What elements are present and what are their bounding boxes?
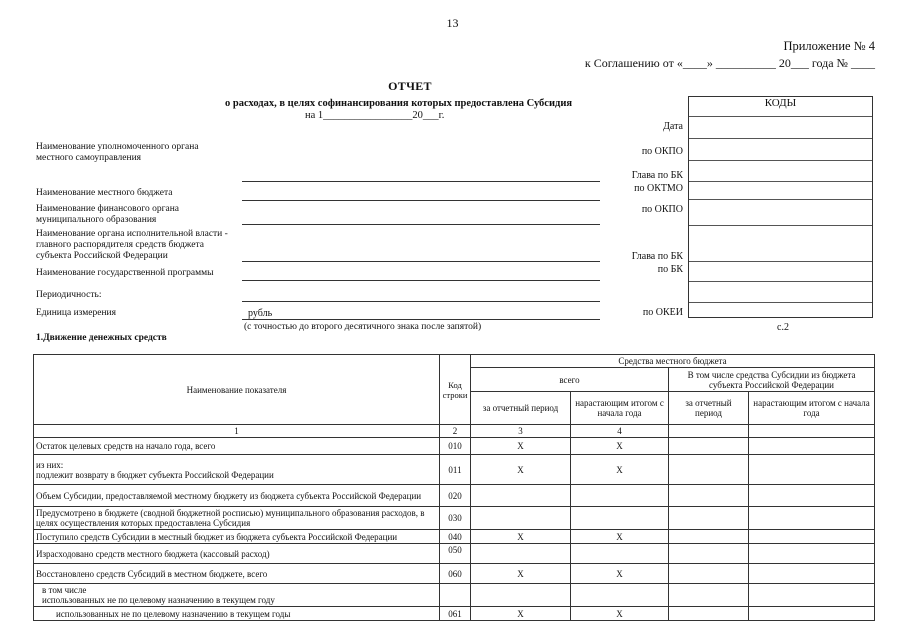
date-label: Дата — [663, 121, 683, 132]
column-header-name: Наименование показателя — [34, 355, 440, 425]
row-cell-empty — [749, 507, 875, 530]
row-cell-period: X — [471, 438, 571, 455]
glava-bk-label-2: Глава по БК — [631, 251, 683, 262]
table-row — [34, 438, 875, 455]
subheader-subsidy: В том числе средства Субсидии из бюджета субъекта Российской Федерации — [669, 368, 875, 392]
codes-header: КОДЫ — [764, 97, 797, 109]
row-cell-period: X — [471, 530, 571, 544]
row-cell-empty — [669, 530, 749, 544]
codes-row-divider — [689, 281, 872, 282]
group-header-local-budget: Средства местного бюджета — [471, 355, 875, 368]
row-name: Израсходовано средств местного бюджета (кассовый расход) — [34, 544, 440, 564]
row-code: 050 — [440, 544, 471, 564]
row-cell-cumulative: X — [571, 530, 669, 544]
codes-row-divider — [689, 138, 872, 139]
okpo-label-1: по ОКПО — [641, 146, 683, 157]
table-row — [34, 507, 875, 530]
row-cell-period: X — [471, 564, 571, 584]
continuation-mark: с.2 — [777, 322, 789, 333]
authorized-body-line — [242, 181, 600, 182]
row-cell-empty — [749, 485, 875, 507]
precision-note: (с точностью до второго десятичного знака после запятой) — [244, 322, 482, 332]
row-cell-empty — [749, 455, 875, 485]
report-subtitle: о расходах, в целях софинансирования которых предоставлена Субсидия — [225, 98, 573, 109]
row-code — [440, 584, 471, 607]
okpo-label-2: по ОКПО — [641, 204, 683, 215]
row-name: Поступило средств Субсидии в местный бюджет из бюджета субъекта Российской Федерации — [34, 530, 440, 544]
row-cell-cumulative — [571, 584, 669, 607]
codes-row-divider — [689, 181, 872, 182]
column-header-cumulative-subsidy: нарастающим итогом с начала года — [749, 392, 875, 425]
glava-bk-label-1: Глава по БК — [631, 170, 683, 181]
row-code: 040 — [440, 530, 471, 544]
row-name: в том числе использованных не по целевому назначению в текущем году — [34, 584, 440, 607]
row-code: 030 — [440, 507, 471, 530]
row-cell-period — [471, 507, 571, 530]
row-cell-empty — [749, 438, 875, 455]
periodicity-label: Периодичность: — [36, 290, 102, 300]
report-title: ОТЧЕТ — [388, 79, 432, 93]
row-cell-empty — [669, 438, 749, 455]
codes-row-divider — [689, 199, 872, 200]
row-cell-period — [471, 485, 571, 507]
table-row — [34, 485, 875, 507]
table-row — [34, 607, 875, 621]
row-cell-empty — [669, 544, 749, 564]
oktmo-label: по ОКТМО — [634, 183, 683, 194]
state-program-line — [242, 280, 600, 281]
cash-flow-table — [33, 354, 875, 621]
row-name: Восстановлено средств Субсидий в местном бюджете, всего — [34, 564, 440, 584]
codes-row-divider — [689, 116, 872, 117]
row-name: Предусмотрено в бюджете (сводной бюджетной росписью) муниципального образования расходов, в целях осуществления которых предоставлена Субсидия — [34, 507, 440, 530]
subheader-total: всего — [471, 368, 669, 392]
codes-row-divider — [689, 225, 872, 226]
row-cell-cumulative: X — [571, 564, 669, 584]
column-header-period: за отчетный период — [471, 392, 571, 425]
annex-title: Приложение № 4 — [783, 39, 875, 53]
row-cell-period: X — [471, 607, 571, 621]
row-cell-cumulative — [571, 507, 669, 530]
row-cell-empty — [669, 564, 749, 584]
codes-row-divider — [689, 160, 872, 161]
po-bk-label: по БК — [657, 264, 683, 275]
codes-box — [688, 96, 873, 318]
row-cell-cumulative: X — [571, 455, 669, 485]
row-name: использованных не по целевому назначению в текущем годы — [34, 607, 440, 621]
row-cell-empty — [669, 607, 749, 621]
row-cell-empty — [669, 507, 749, 530]
report-date-line: на 1_________________20___г. — [305, 110, 445, 121]
row-cell-empty — [749, 544, 875, 564]
row-name: Объем Субсидии, предоставляемой местному бюджету из бюджета субъекта Российской Федерации — [34, 485, 440, 507]
row-code: 011 — [440, 455, 471, 485]
periodicity-line — [242, 301, 600, 302]
codes-row-divider — [689, 261, 872, 262]
table-row — [34, 544, 875, 564]
column-header-period-subsidy: за отчетный период — [669, 392, 749, 425]
row-cell-empty — [749, 607, 875, 621]
okei-label: по ОКЕИ — [642, 307, 683, 318]
row-name: из них: подлежит возврату в бюджет субъекта Российской Федерации — [34, 455, 440, 485]
row-cell-empty — [669, 485, 749, 507]
financial-body-line — [242, 224, 600, 225]
row-cell-empty — [749, 530, 875, 544]
column-number-4: 4 — [571, 425, 669, 438]
column-header-code: Код строки — [440, 355, 471, 425]
codes-row-divider — [689, 302, 872, 303]
row-cell-period — [471, 544, 571, 564]
state-program-label: Наименование государственной программы — [36, 268, 214, 278]
row-code: 060 — [440, 564, 471, 584]
unit-value: рубль — [248, 308, 273, 319]
row-cell-period — [471, 584, 571, 607]
row-cell-cumulative: X — [571, 438, 669, 455]
table-row — [34, 584, 875, 607]
row-cell-empty — [669, 584, 749, 607]
executive-body-line — [242, 261, 600, 262]
page-number: 13 — [446, 16, 459, 30]
agreement-line: к Соглашению от «____» __________ 20___ года № ____ — [584, 56, 875, 70]
authorized-body-label: Наименование уполномоченного органа местного самоуправления — [36, 142, 199, 163]
unit-label: Единица измерения — [36, 308, 116, 318]
row-cell-period: X — [471, 455, 571, 485]
row-cell-cumulative — [571, 485, 669, 507]
column-number-5 — [669, 425, 749, 438]
table-row — [34, 564, 875, 584]
executive-body-label: Наименование органа исполнительной власти - главного распорядителя средств бюджета субъекта Российской Федерации — [36, 229, 228, 261]
row-cell-cumulative — [571, 544, 669, 564]
column-number-6 — [749, 425, 875, 438]
row-cell-cumulative: X — [571, 607, 669, 621]
column-number-1: 1 — [34, 425, 440, 438]
local-budget-label: Наименование местного бюджета — [36, 188, 173, 198]
unit-line — [242, 319, 600, 320]
local-budget-line — [242, 200, 600, 201]
row-code: 061 — [440, 607, 471, 621]
row-code: 020 — [440, 485, 471, 507]
row-cell-empty — [669, 455, 749, 485]
section-heading: 1.Движение денежных средств — [36, 333, 167, 343]
row-cell-empty — [749, 584, 875, 607]
column-header-cumulative: нарастающим итогом с начала года — [571, 392, 669, 425]
row-cell-empty — [749, 564, 875, 584]
row-code: 010 — [440, 438, 471, 455]
table-row — [34, 455, 875, 485]
table-row — [34, 530, 875, 544]
column-number-2: 2 — [440, 425, 471, 438]
column-number-3: 3 — [471, 425, 571, 438]
financial-body-label: Наименование финансового органа муниципального образования — [36, 204, 180, 225]
row-name: Остаток целевых средств на начало года, всего — [34, 438, 440, 455]
